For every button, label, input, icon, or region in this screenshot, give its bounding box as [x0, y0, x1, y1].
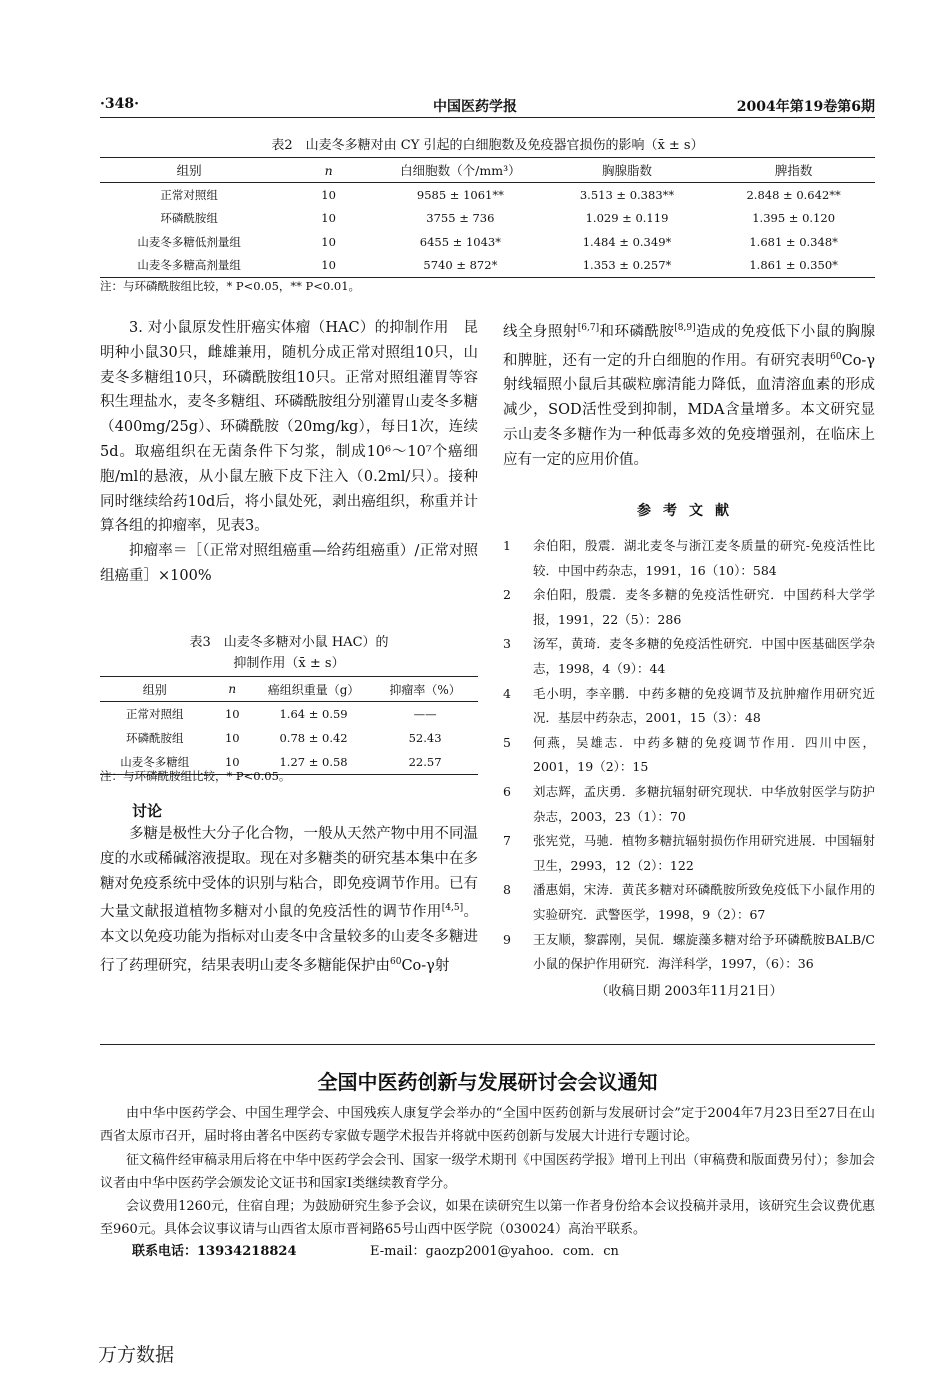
- reference-number: 9: [503, 931, 511, 947]
- table-cell: 10: [321, 211, 336, 226]
- table-cell: 5740 ± 872*: [379, 254, 542, 278]
- table-row: [100, 207, 875, 231]
- reference-text: 张宪党，马驰．植物多糖抗辐射损伤作用研究进展．中国辐射卫生，2993，12（2）：122: [533, 833, 875, 873]
- table-cell: 正常对照组: [160, 187, 218, 202]
- table3-header-cell: 抑瘤率（%）: [372, 677, 478, 702]
- table-cell: 9585 ± 1061**: [416, 187, 504, 202]
- table2-header-cell: 组别: [100, 158, 278, 183]
- table3-caption-line: 表3 山麦冬多糖对小鼠 HAC）的: [189, 635, 389, 650]
- table-cell: 环磷酰胺组: [160, 211, 218, 226]
- table-cell: 正常对照组: [126, 707, 184, 721]
- table-row: [100, 230, 875, 254]
- table2: [100, 157, 875, 278]
- citation: [6,7]: [577, 323, 600, 333]
- discussion-text: Co-γ射线辐照小鼠后其碳粒廓清能力降低，血清溶血素的形成减少，SOD活性受到抑制，MDA含量增多。本文研究显示山麦冬多糖作为一种低毒多效的免疫增强剂，在临床上应有一定的应用价值。: [503, 352, 875, 468]
- reference-text: 王友顺，黎霹刚，吴侃．螺旋藻多糖对给予环磷酰胺BALB/C小鼠的保护作用研究．海洋科学，1997，（6）：36: [533, 931, 875, 972]
- discussion-text: 。本文以免疫功能为指标对山麦冬中含量较多的山麦冬多糖进行了药理研究，结果表明山麦冬多糖能保护由: [100, 904, 479, 974]
- reference-number: 4: [503, 685, 511, 701]
- table3: [100, 676, 478, 775]
- left-column: [100, 316, 478, 589]
- table-cell: ——: [413, 707, 437, 721]
- table-row: [100, 254, 875, 278]
- table-cell: 1.681 ± 0.348*: [749, 234, 838, 249]
- table-cell: 1.353 ± 0.257*: [542, 254, 713, 278]
- table-cell: 3755 ± 736: [426, 211, 495, 226]
- table-cell: 22.57: [372, 750, 478, 775]
- table-cell: 10: [321, 234, 336, 249]
- received-date: （收稿日期 2003年11月21日）: [595, 984, 783, 999]
- notice-paragraph: 会议费用1260元，住宿自理；为鼓励研究生参予会议，如果在读研究生以第一作者身份给本会议投稿并录用，该研究生会议费优惠至960元。具体会议事议请与山西省太原市晋祠路65号山西中医学院（030024）高治平联系。: [100, 1199, 875, 1238]
- table2-note: 注：与环磷酰胺组比较，* P<0.05，** P<0.01。: [100, 279, 361, 293]
- table3-header-cell: 癌组织重量（g）: [255, 677, 372, 702]
- inhibition-formula: 抑瘤率＝［（正常对照组癌重—给药组癌重）/正常对照组癌重］×100%: [100, 543, 478, 584]
- discussion-body: [100, 822, 478, 978]
- notice-paragraph: 由中华中医药学会、中国生理学会、中国残疾人康复学会举办的“全国中医药创新与发展研讨会”定于2004年7月23日至27日在山西省太原市召开，届时将由著名中医药专家做专题学术报告并将就中医药创新与发展大计进行专题讨论。: [100, 1106, 875, 1145]
- table2-header-cell: n: [278, 158, 379, 183]
- reference-number: 6: [503, 783, 511, 799]
- table-row: [100, 726, 478, 750]
- table-cell: 10: [224, 731, 240, 745]
- table3-caption-line: 抑制作用（x̄ ± s）: [233, 656, 345, 671]
- reference-number: 8: [503, 882, 511, 898]
- notice-body: [100, 1102, 875, 1242]
- discussion-paragraph: [100, 822, 478, 978]
- hac-paragraph: 3. 对小鼠原发性肝癌实体瘤（HAC）的抑制作用 昆明种小鼠30只，雌雄兼用，随机分成正常对照组10只，山麦冬多糖组10只，环磷酰胺组10只。正常对照组灌胃等容积生理盐水，麦冬多糖组、环磷酰胺组分别灌胃山麦冬多糖（400mg/25g）、环磷酰胺（20mg/kg），每日1次，连续5d。取癌组织在无菌条件下匀浆，制成10⁶～10⁷个癌细胞/ml的悬液，从小鼠左腋下皮下注入（0.2ml/只）。接种同时继续给药10d后，将小鼠处死，剥出癌组织，称重并计算各组的抑瘤率，见表3。: [100, 320, 478, 535]
- reference-text: 汤军，黄琦．麦冬多糖的免疫活性研究．中国中医基础医学杂志，1998，4（9）：44: [533, 636, 875, 676]
- table-cell: 山麦冬多糖高剂量组: [100, 254, 278, 278]
- reference-text: 何燕，吴雄志．中药多糖的免疫调节作用．四川中医，2001，19（2）：15: [533, 734, 875, 775]
- isotope-mass-number: 60: [830, 351, 842, 362]
- reference-item: [503, 780, 875, 829]
- table2-header-cell: 胸腺脂数: [542, 158, 713, 183]
- page-number: ·348·: [100, 96, 139, 112]
- table-cell: 1.484 ± 0.349*: [582, 234, 672, 249]
- issue-info: 2004年第19卷第6期: [736, 99, 875, 115]
- reference-number: 3: [503, 636, 511, 652]
- reference-text: 刘志辉，孟庆勇．多糖抗辐射研究现状．中华放射医学与防护杂志，2003，23（1）：70: [533, 783, 875, 824]
- table-cell: 1.64 ± 0.59: [279, 707, 348, 721]
- table-cell: 1.395 ± 0.120: [752, 211, 836, 226]
- table2-header-cell: 白细胞数（个/mm³）: [379, 158, 542, 183]
- isotope-mass-number: 60: [390, 956, 402, 967]
- table2-caption: 表2 山麦冬多糖对由 CY 引起的白细胞数及免疫器官损伤的影响（x̄ ± s）: [271, 138, 704, 153]
- citation: [8,9]: [674, 323, 696, 333]
- discussion-text: Co-γ射: [401, 957, 450, 974]
- reference-text: 余伯阳，殷震．麦冬多糖的免疫活性研究．中国药科大学学报，1991，22（5）：286: [533, 587, 875, 627]
- reference-item: [503, 829, 875, 878]
- table-row: [100, 183, 875, 207]
- header-rule: [100, 117, 875, 118]
- discussion-title: 讨论: [132, 802, 163, 820]
- table-cell: 山麦冬多糖组: [100, 750, 210, 775]
- table-cell: 6455 ± 1043*: [419, 234, 501, 249]
- reference-number: 7: [503, 833, 511, 849]
- table-cell: 环磷酰胺组: [126, 731, 184, 745]
- reference-number: 1: [503, 538, 511, 553]
- table-row: [100, 702, 478, 727]
- table3-caption: [100, 632, 478, 674]
- reference-number: 5: [503, 734, 511, 750]
- reference-item: [503, 534, 875, 583]
- reference-item: [503, 731, 875, 780]
- table-cell: 山麦冬多糖低剂量组: [137, 234, 241, 249]
- table-cell: 10: [278, 254, 379, 278]
- table3-note: 注：与环磷酰胺组比较，* P<0.05。: [100, 769, 291, 783]
- table3-header-row: [100, 677, 478, 702]
- references-title: 参考文献: [637, 503, 741, 519]
- reference-item: [503, 632, 875, 681]
- table-cell: 10: [224, 707, 240, 721]
- contact-phone: 联系电话：13934218824: [132, 1244, 297, 1259]
- table-cell: 0.78 ± 0.42: [279, 731, 348, 745]
- table-cell: 10: [321, 187, 336, 202]
- discussion-text: 多糖是极性大分子化合物，一般从天然产物中用不同温度的水或稀碱溶液提取。现在对多糖类的研究基本集中在多糖对免疫系统中受体的识别与粘合，即免疫调节作用。已有大量文献报道植物多糖对小鼠的免疫活性的调节作用: [100, 826, 478, 921]
- section-divider: [100, 1044, 875, 1045]
- reference-number: 2: [503, 587, 511, 603]
- discussion-text: 造成的免疫低下小鼠的胸腺和脾脏，还有一定的升白细胞的作用。有研究表明: [503, 323, 876, 369]
- table-cell: 52.43: [408, 731, 442, 745]
- reference-item: [503, 878, 875, 927]
- table-cell: 2.848 ± 0.642**: [746, 187, 841, 202]
- journal-name: 中国医药学报: [433, 99, 517, 115]
- discussion-text: 线全身照射: [503, 323, 578, 340]
- table-cell: 1.029 ± 0.119: [585, 211, 669, 226]
- reference-item: [503, 928, 875, 977]
- table-cell: 3.513 ± 0.383**: [579, 187, 675, 202]
- discussion-continuation: [503, 316, 875, 472]
- table2-header-row: [100, 158, 875, 183]
- notice-title: 全国中医药创新与发展研讨会会议通知: [317, 1070, 658, 1094]
- citation: [4,5]: [441, 903, 464, 914]
- contact-email: E-mail：gaozp2001@yahoo．com．cn: [370, 1244, 619, 1259]
- reference-text: 潘惠娟，宋涛．黄芪多糖对环磷酰胺所致免疫低下小鼠作用的实验研究．武警医学，1998，9（2）：67: [533, 882, 875, 922]
- reference-list: [503, 534, 875, 977]
- right-column: [503, 316, 875, 472]
- reference-text: 毛小明，李辛鹏．中药多糖的免疫调节及抗肿瘤作用研究近况．基层中药杂志，2001，15（3）：48: [533, 685, 875, 726]
- notice-paragraph: 征文稿件经审稿录用后将在中华中医药学会会刊、国家一级学术期刊《中国医药学报》增刊上刊出（审稿费和版面费另付）；参加会议者由中华中医药学会颁发论文证书和国家Ⅰ类继续教育学分。: [100, 1152, 875, 1191]
- discussion-text: 和环磷酰胺: [599, 323, 675, 340]
- table2-header-cell: 脾指数: [712, 158, 875, 183]
- table-cell: 1.861 ± 0.350*: [712, 254, 875, 278]
- table3-header-cell: 组别: [100, 677, 210, 702]
- table-cell: 1.27 ± 0.58: [255, 750, 372, 775]
- reference-item: [503, 682, 875, 731]
- reference-item: [503, 583, 875, 632]
- watermark: 万方数据: [98, 1344, 175, 1366]
- reference-text: 余伯阳，殷震．湖北麦冬与浙江麦冬质量的研究-免疫活性比较．中国中药杂志，1991，16（10）：584: [533, 538, 875, 578]
- table3-header-cell: n: [210, 677, 255, 702]
- table-cell: 10: [210, 750, 255, 775]
